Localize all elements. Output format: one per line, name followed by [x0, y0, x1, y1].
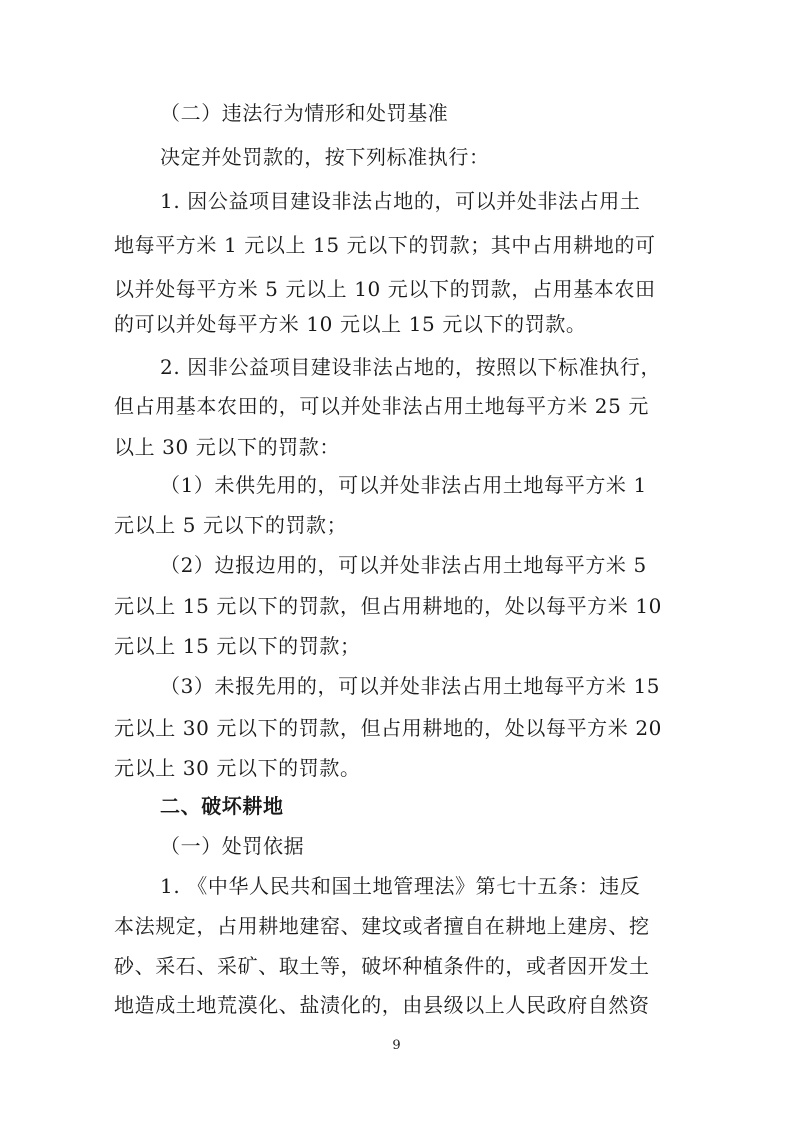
body-line: 地造成土地荒漠化、盐渍化的，由县级以上人民政府自然资 [114, 993, 650, 1017]
body-line: 地每平方米 1 元以上 15 元以下的罚款；其中占用耕地的可 [114, 233, 656, 257]
body-line: 决定并处罚款的，按下列标准执行： [160, 145, 490, 169]
body-line: 以并处每平方米 5 元以上 10 元以下的罚款，占用基本农田 [114, 277, 656, 301]
body-line: 元以上 30 元以下的罚款，但占用耕地的，处以每平方米 20 [114, 716, 662, 740]
body-line: 的可以并处每平方米 10 元以上 15 元以下的罚款。 [114, 312, 587, 336]
body-line: 元以上 15 元以下的罚款； [114, 634, 361, 658]
body-line: 本法规定，占用耕地建窑、建坟或者擅自在耕地上建房、挖 [114, 914, 650, 938]
body-line: 砂、采石、采矿、取土等，破坏种植条件的，或者因开发土 [114, 954, 650, 978]
body-line: （1）未供先用的，可以并处非法占用土地每平方米 1 [160, 473, 647, 497]
section-heading: 二、破坏耕地 [160, 794, 284, 818]
body-line: 元以上 5 元以下的罚款； [114, 513, 348, 537]
body-line: 1. 《中华人民共和国土地管理法》第七十五条：违反 [160, 874, 641, 898]
body-line: （2）边报边用的，可以并处非法占用土地每平方米 5 [160, 553, 647, 577]
body-line: 但占用基本农田的，可以并处非法占用土地每平方米 25 元 [114, 394, 649, 418]
body-line: 2. 因非公益项目建设非法占地的，按照以下标准执行， [160, 355, 662, 379]
body-line: （3）未报先用的，可以并处非法占用土地每平方米 15 [160, 674, 661, 698]
body-line: 以上 30 元以下的罚款： [114, 435, 340, 459]
section-subheading: （二）违法行为情形和处罚基准 [160, 101, 449, 125]
body-line: 1. 因公益项目建设非法占地的，可以并处非法占用土 [160, 189, 641, 213]
page-number: 9 [392, 1038, 401, 1053]
body-line: 元以上 30 元以下的罚款。 [114, 756, 361, 780]
section-subheading: （一）处罚依据 [160, 834, 305, 858]
body-line: 元以上 15 元以下的罚款，但占用耕地的，处以每平方米 10 [114, 594, 662, 618]
